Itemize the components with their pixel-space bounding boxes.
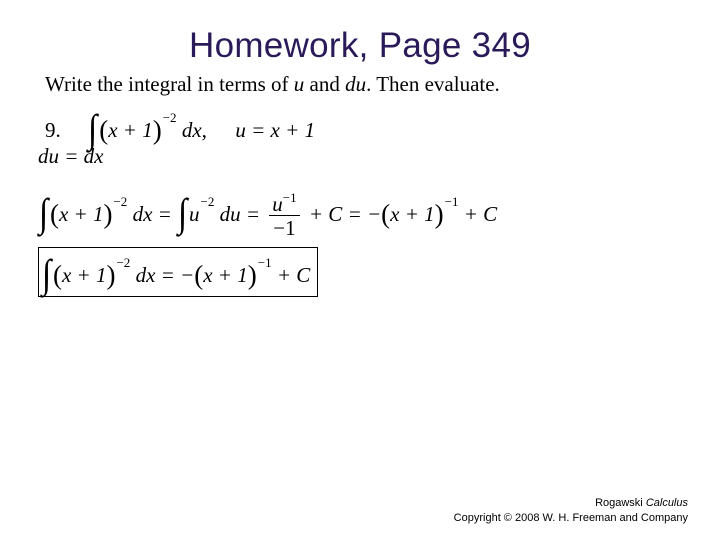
fraction-numerator bbox=[269, 189, 299, 216]
answer-expression: $\int(x + 1)^{-2}$ dx = $-(x + 1)^{-1} + C$ bbox=[41, 251, 311, 296]
problem-integrand: x + 1 bbox=[108, 118, 153, 142]
step-lhs-base: x + 1 bbox=[58, 202, 104, 226]
integral-sign: ∫ bbox=[38, 190, 49, 235]
fraction bbox=[269, 189, 299, 240]
frac-num-u: u bbox=[272, 191, 283, 216]
step-lhs-exp: −2 bbox=[113, 194, 128, 209]
step-rhs-c: + C bbox=[463, 202, 498, 226]
answer-rhs-exp: −1 bbox=[257, 255, 272, 270]
step-u-du: du = bbox=[219, 202, 261, 226]
problem-statement: 9. $\int(x + 1)^{-2}$ dx, u = x + 1 bbox=[45, 106, 316, 151]
instruction-before: Write the integral in terms of bbox=[45, 72, 294, 96]
instruction-du: du bbox=[345, 72, 367, 96]
answer-rhs-base: x + 1 bbox=[203, 263, 248, 287]
answer-rhs-c: + C bbox=[276, 263, 311, 287]
credit-author: Rogawski bbox=[595, 497, 646, 510]
integral-sign: ∫ bbox=[88, 106, 98, 151]
problem-number: 9. bbox=[45, 118, 61, 142]
integral-sign: ∫ bbox=[177, 190, 188, 235]
fraction-denominator: −1 bbox=[273, 215, 296, 240]
answer-box bbox=[38, 247, 318, 297]
credit-line-1 bbox=[454, 496, 688, 510]
step-rhs-exp: −1 bbox=[444, 194, 459, 209]
slide-title: Homework, Page 349 bbox=[189, 26, 531, 65]
instruction-after: . Then evaluate. bbox=[366, 72, 500, 96]
step-rhs-base: x + 1 bbox=[390, 202, 435, 226]
step-plus-c: + C = − bbox=[308, 202, 382, 226]
problem-exponent: −2 bbox=[162, 110, 177, 125]
instruction-and: and bbox=[304, 72, 346, 96]
answer-lhs-base: x + 1 bbox=[61, 263, 107, 287]
copyright-credit bbox=[454, 496, 688, 525]
credit-line-2: Copyright © 2008 W. H. Freeman and Company bbox=[453, 511, 688, 524]
frac-num-exp: −1 bbox=[282, 189, 297, 205]
instruction-text bbox=[45, 72, 500, 97]
step-lhs-dx: dx = bbox=[132, 202, 172, 226]
substitution-u: u bbox=[235, 118, 246, 142]
computation-line: $\int(x + 1)^{-2}$ dx = $\int u^{-2}$ du = $\frac{u^{-1}}{-1}$ + $C = -(x + 1)^{-1} + C$ bbox=[38, 189, 498, 240]
step-u-base: u bbox=[189, 202, 200, 226]
integral-sign: ∫ bbox=[41, 251, 52, 296]
step-u-exp: −2 bbox=[200, 194, 215, 209]
answer-lhs-exp: −2 bbox=[116, 255, 131, 270]
du-line: du = dx bbox=[38, 144, 104, 168]
instruction-u: u bbox=[293, 72, 305, 96]
answer-lhs-dx: dx = − bbox=[135, 263, 195, 287]
problem-differential: dx, bbox=[181, 118, 207, 142]
substitution-rhs: = x + 1 bbox=[251, 118, 316, 142]
credit-book: Calculus bbox=[645, 497, 688, 510]
